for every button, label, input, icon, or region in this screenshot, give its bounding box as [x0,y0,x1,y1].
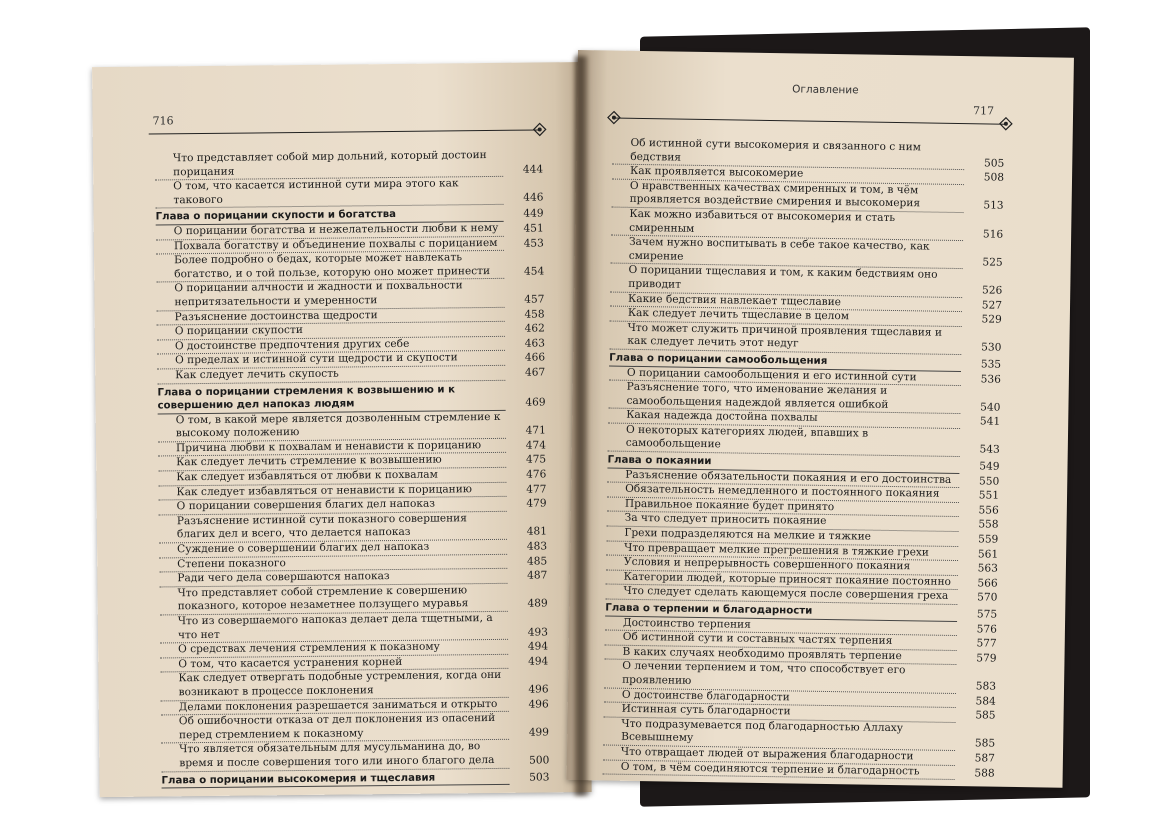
toc-entry-page: 469 [525,396,546,409]
toc-entry-page: 467 [524,366,546,379]
toc-entry [155,177,543,209]
toc-entry-page: 483 [526,540,548,553]
toc-entry-title: Как следует отвергать подобные устремления, когда они возникают в процессе поклонения [160,669,508,701]
toc-entry-title: Глава о порицании высокомерия и тщеславия [161,770,509,788]
ornament-icon [533,122,547,136]
toc-entry-title: О порицании тщеславия и том, к каким бедствиям оно приводит [610,264,962,298]
toc-entry-title: Разъяснение обязательности покаяния и его достоинства [607,468,959,488]
toc-entry-title: О пределах и истинной сути щедрости и скупости [157,351,505,369]
toc-entry-title: Что подразумевается под благодарностью Аллаху Всевышнему [603,717,955,751]
toc-entry-page: 516 [982,227,1004,241]
toc-entry-title: Правильное покаяние будет принято [607,497,959,517]
toc-entry-page: 481 [526,525,547,539]
toc-entry-title: О порицании скупости [157,322,505,340]
toc-entry-title: Что отвращает людей от выражения благодарности [603,745,955,765]
toc-entry-page: 551 [978,489,1000,502]
toc-entry-page: 496 [528,697,549,711]
right-page-number: 717 [972,104,995,118]
toc-entry [608,423,1000,457]
toc-entry-title: В каких случаях необходимо проявлять терпение [604,645,956,665]
toc-section-heading [157,382,545,414]
toc-entry-title: Что представляет собой стремление к совершению показного, которое незаметнее ползущего муравья [159,584,507,616]
toc-entry-title: Похвала богатству и объединение похвалы с порицанием [156,236,504,254]
toc-entry-page: 570 [977,591,998,605]
toc-entry [156,251,544,283]
toc-entry-page: 525 [982,256,1003,269]
toc-entry-title: Зачем нужно воспитывать в себе такое качество, как смирение [611,236,963,270]
toc-entry-title: О порицании самообольщения и его истинной сути [609,366,961,386]
toc-entry-title: О средствах лечения стремления к показному [160,640,508,658]
toc-entry-page: 487 [527,569,548,582]
toc-entry-title: Как следует лечить скупость [157,366,505,384]
toc-entry-page: 463 [524,337,546,350]
toc-entry-page: 444 [522,163,544,176]
toc-entry-title: Ради чего дела совершаются напоказ [159,569,507,587]
toc-entry-title: О достоинстве предпочтения других себе [157,337,505,355]
toc-entry-page: 584 [975,694,996,708]
toc-entry-title: Какие бедствия навлекает тщеславие [610,292,962,312]
toc-entry-page: 479 [526,497,547,510]
toc-entry-page: 458 [524,307,545,321]
toc-entry-page: 449 [523,207,544,221]
toc-entry-title: Что превращает мелкие прегрешения в тяжкие грехи [606,541,958,561]
toc-entry [155,148,543,180]
toc-entry-title: Как проявляется высокомерие [612,165,964,185]
toc-entry-title: Истинная суть благодарности [604,703,956,723]
toc-entry-page: 575 [976,608,998,621]
toc-entry-page: 536 [980,372,1001,386]
toc-entry [161,740,549,772]
book-gutter [574,56,588,796]
toc-entry-page: 585 [975,709,996,722]
toc-entry-title: Достоинство терпения [605,616,957,636]
toc-entry-title: Суждение о совершении благих дел напоказ [159,540,507,558]
toc-entry-title: Категории людей, которые приносят покаяние постоянно [606,570,958,590]
toc-entry-page: 505 [983,156,1005,170]
toc-entry-title: Причина любви к похвалам и ненависти к порицанию [158,439,506,457]
toc-entry-page: 462 [524,322,545,335]
toc-entry [160,669,548,701]
toc-entry-page: 494 [527,640,549,653]
toc-entry-title: О некоторых категориях людей, впавших в самообольщение [608,423,960,457]
running-head: Оглавление [792,83,859,97]
toc-entry [159,511,547,543]
toc-entry [156,279,544,311]
toc-entry-title: Что следует сделать кающемуся после совершения греха [605,585,957,605]
toc-entry-title: Глава о порицании скупости и богатства [156,207,504,225]
toc-entry-title: Об истинной сути и составных частях терпения [605,631,957,651]
toc-entry-title: Глава о порицании самообольщения [609,351,961,371]
toc-entry-page: 550 [978,475,1000,488]
toc-entry-page: 496 [528,683,549,696]
toc-entry-page: 556 [978,504,999,517]
toc-entry-page: 530 [981,341,1002,354]
toc-entry [161,712,549,744]
toc-entry [160,611,548,643]
toc-entry-page: 558 [978,518,999,532]
right-toc-list [603,137,1005,781]
toc-entry-title: Как следует избавляться от ненависти к порицанию [158,482,506,500]
toc-entry-page: 549 [979,460,1000,473]
toc-entry-title: Разъяснение того, что именование желания и самообольщения надеждой является ошибкой [608,381,960,415]
toc-entry-page: 526 [981,284,1003,297]
toc-entry-page: 485 [526,555,548,568]
toc-entry-page: 476 [526,468,547,481]
toc-entry-page: 471 [525,424,546,437]
toc-entry-page: 453 [523,236,544,250]
toc-entry-page: 588 [974,766,995,780]
toc-entry-title: Разъяснение достоинства щедрости [157,307,505,325]
toc-entry-page: 508 [983,171,1005,184]
toc-entry-page: 585 [974,737,996,750]
toc-entry-page: 457 [524,293,545,306]
toc-entry-page: 446 [523,191,544,204]
toc-entry-title: Что представляет собой мир дольний, который достоин порицания [155,149,503,181]
toc-entry-page: 513 [983,199,1004,213]
toc-entry-page: 466 [524,351,546,364]
toc-entry-page: 451 [523,222,544,235]
toc-entry [609,321,1001,355]
toc-entry-page: 474 [525,439,547,452]
toc-entry-page: 489 [527,597,548,611]
left-header-rule [149,129,541,134]
toc-entry-title: Степени показного [159,554,507,572]
toc-section-heading [161,770,549,789]
toc-entry-page: 563 [977,562,998,575]
toc-entry-page: 499 [528,726,550,739]
toc-entry-title: Что из совершаемого напоказ делает дела тщетными, а что нет [160,612,508,644]
toc-entry-title: Более подробно о бедах, которые может навлекать богатство, и о той пользе, которую оно может принести [156,251,504,283]
ornament-icon [999,117,1013,131]
left-toc-list [155,148,550,788]
toc-entry-title: О том, что касается истинной сути мира этого как такового [155,177,503,209]
toc-entry [158,410,546,442]
toc-entry-title: Разъяснение истинной сути показного совершения благих дел и всего, что делается напоказ [159,512,507,544]
toc-entry-page: 454 [523,265,545,278]
toc-entry-title: О том, в какой мере является дозволенным стремление к высокому положению [158,411,506,443]
toc-entry-page: 579 [976,652,997,665]
toc-entry-title: О порицании алчности и жадности и похвальности непритязательности и умеренности [156,279,504,311]
toc-entry-title: Какая надежда достойна похвалы [608,409,960,429]
toc-entry-page: 535 [980,358,1002,371]
left-page [92,62,592,797]
toc-entry-title: О достоинстве благодарности [604,688,956,708]
right-header-rule [613,118,1005,125]
toc-entry-title: Как следует лечить тщеславие в целом [610,307,962,327]
toc-entry-title: О нравственных качествах смиренных и том, в чём проявляется воздействие смирения и высокомерия [612,179,964,213]
toc-entry-title: Условия и непрерывность совершенного покаяния [606,556,958,576]
toc-entry-title: За что следует приносить покаяние [607,512,959,532]
toc-entry-page: 543 [979,443,1000,457]
toc-entry-page: 566 [977,577,998,590]
toc-entry-title: Делами поклонения разрешается заниматься и открыто [161,697,509,715]
right-page [567,50,1074,788]
toc-entry-page: 493 [527,626,549,639]
toc-entry-title: Как следует избавляться от любви к похвалам [158,468,506,486]
left-page-number: 716 [152,114,174,128]
toc-entry-title: Глава о покаянии [607,454,959,474]
toc-entry-title: О том, в чём соединяются терпение и благодарность [603,760,955,780]
toc-entry-page: 583 [975,680,997,693]
toc-entry-title: Глава о порицании стремления к возвышению и к совершению дел напоказ людям [157,382,505,414]
toc-entry-title: Что может служить причиной проявления тщеславия и как следует лечить этот недуг [609,321,961,355]
toc-entry-title: О порицании богатства и нежелательности любви к нему [156,222,504,240]
toc-entry-title: О лечении терпением и том, что способствует его проявлению [604,660,956,694]
ornament-icon [607,110,621,124]
toc-entry-page: 576 [976,622,998,636]
toc-entry-page: 527 [981,298,1003,312]
toc-entry-title: Что является обязательным для мусульманина до, во время и после совершения того или иного благого дела [161,740,509,772]
toc-entry-title: О порицании совершения благих дел напоказ [159,497,507,515]
toc-entry-page: 500 [529,754,550,767]
toc-entry-title: Об истинной сути высокомерия и связанного с ним бедствия [612,137,964,171]
toc-entry-page: 503 [529,770,550,784]
toc-entry-page: 541 [979,415,1001,428]
toc-entry-page: 561 [977,547,999,561]
toc-entry-title: Как можно избавиться от высокомерия и стать смиренным [611,208,963,242]
toc-entry-title: Грехи подразделяются на мелкие и тяжкие [606,527,958,547]
toc-entry-title: Глава о терпении и благодарности [605,601,957,621]
toc-entry-title: Об ошибочности отказа от дел поклонения из опасений перед стремлением к показному [161,712,509,744]
toc-entry-title: Как следует лечить стремление к возвышению [158,453,506,471]
toc-entry-page: 477 [526,483,547,496]
toc-entry [157,365,545,384]
toc-entry-title: О том, что касается устранения корней [160,655,508,673]
toc-entry-page: 559 [978,533,999,546]
toc-entry-title: Обязательность немедленного и постоянного покаяния [607,483,959,503]
toc-entry-page: 529 [981,313,1002,326]
toc-entry-page: 540 [980,401,1001,414]
toc-entry [159,583,547,615]
toc-entry-page: 494 [527,655,549,668]
toc-entry-page: 587 [974,752,996,765]
toc-entry-page: 475 [525,453,547,467]
toc-entry-page: 577 [976,637,997,650]
